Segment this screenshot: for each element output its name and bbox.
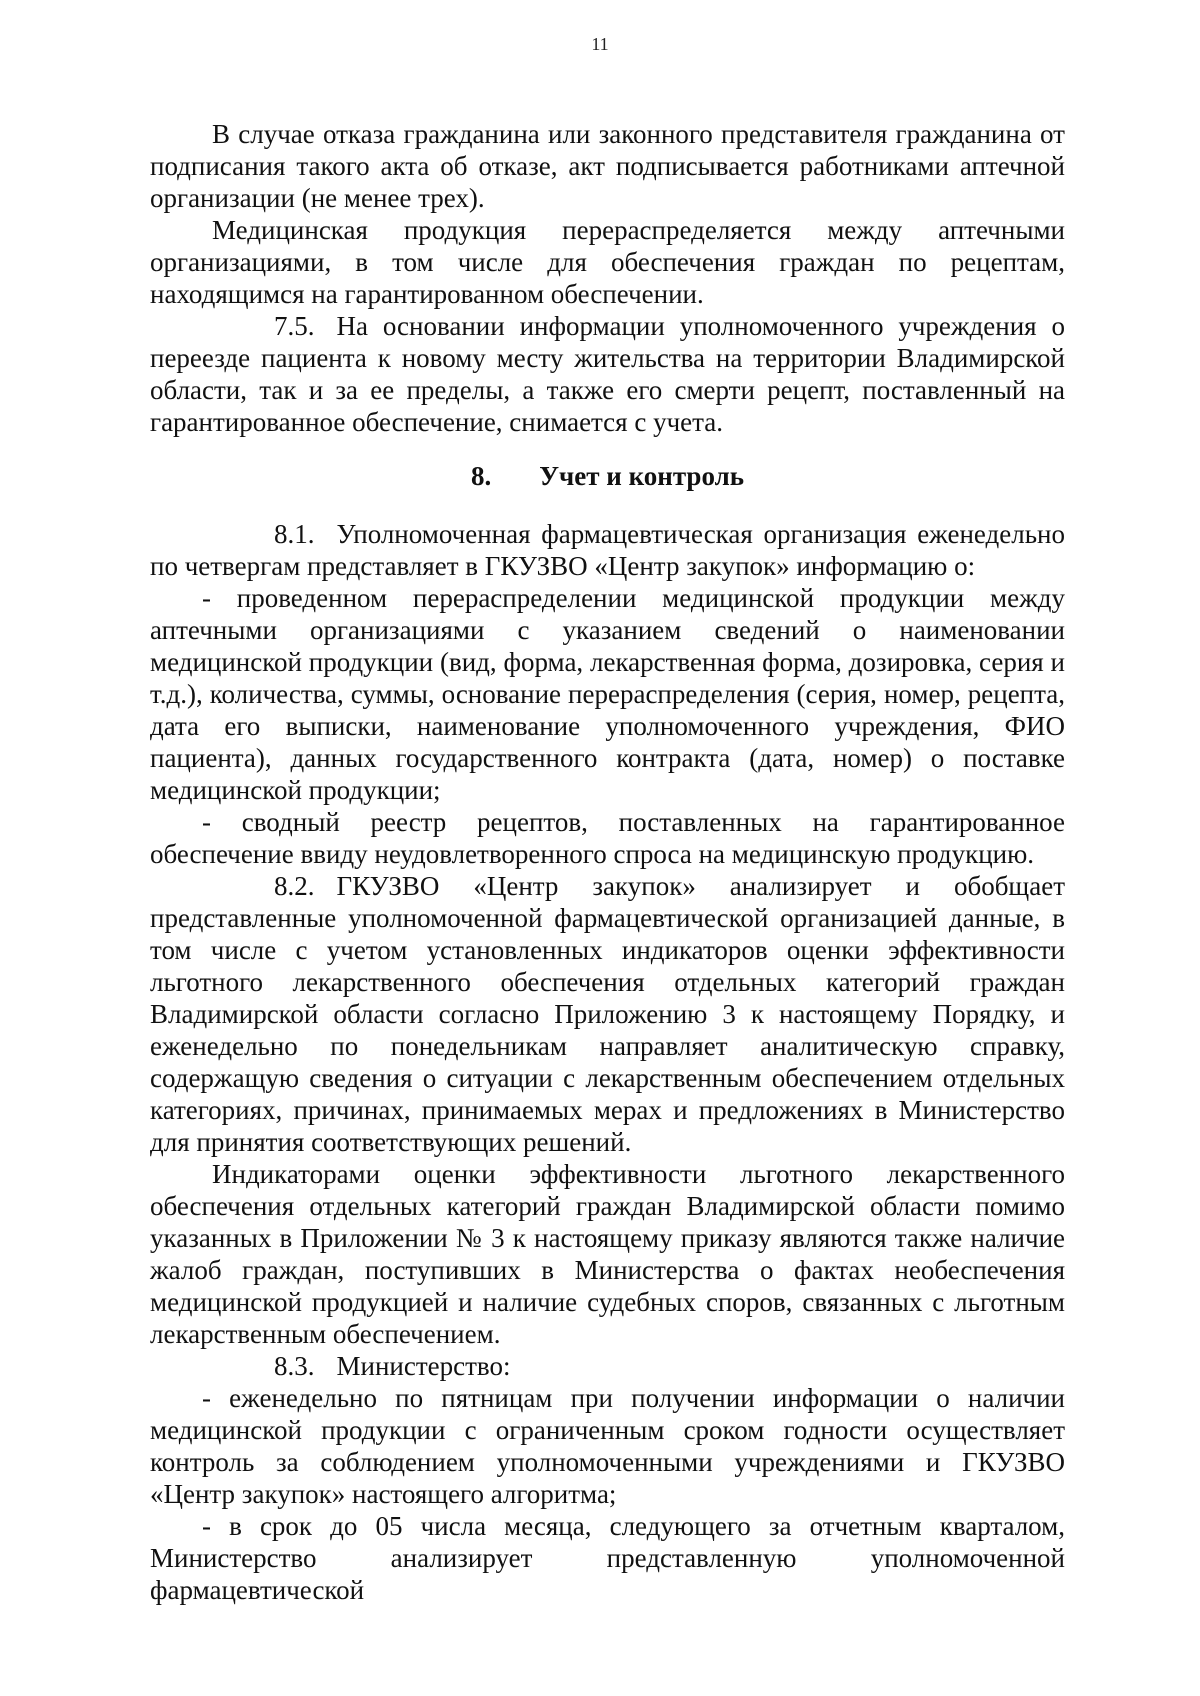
clause-8-3-text: Министерство: <box>336 1351 511 1381</box>
clause-8-1-item: - проведенном перераспределении медицинской продукции между аптечными организациями с указанием сведений о наименовании медицинской продукции (вид, форма, лекарственная форма, дозировка, серия и т.д.), количества, суммы, основание перераспределения (серия, номер, рецепта, дата его выписки, наименование уполномоченного учреждения, ФИО пациента), данных государственного контракта (дата, номер) о поставке медицинской продукции; <box>150 583 1065 805</box>
clause-8-1-number: 8.1. <box>274 519 315 549</box>
paragraph-refusal-act: В случае отказа гражданина или законного представителя гражданина от подписания такого акта об отказе, акт подписывается работниками аптечной организации (не менее трех). <box>150 119 1065 213</box>
clause-8-1-text: Уполномоченная фармацевтическая организация еженедельно по четвергам представляет в ГКУЗВО «Центр закупок» информацию о: <box>150 519 1065 581</box>
section-8-title: Учет и контроль <box>539 461 745 491</box>
clause-8-2-number: 8.2. <box>274 871 315 901</box>
clause-7-5-number: 7.5. <box>274 311 315 341</box>
clause-7-5 <box>150 310 1065 438</box>
clause-8-3-number: 8.3. <box>274 1351 315 1381</box>
clause-8-2 <box>150 870 1065 1158</box>
clause-7-5-text: На основании информации уполномоченного учреждения о переезде пациента к новому месту жительства на территории Владимирской области, так и за ее пределы, а также его смерти рецепт, поставленный на гарантированное обеспечение, снимается с учета. <box>150 311 1065 437</box>
section-8-number: 8. <box>470 461 492 491</box>
clause-8-1-item: - сводный реестр рецептов, поставленных на гарантированное обеспечение ввиду неудовлетворенного спроса на медицинскую продукцию. <box>150 807 1065 869</box>
clause-8-2-indicators: Индикаторами оценки эффективности льготного лекарственного обеспечения отдельных категорий граждан Владимирской области помимо указанных в Приложении № 3 к настоящему приказу являются также наличие жалоб граждан, поступивших в Министерства о фактах необеспечения медицинской продукцией и наличие судебных споров, связанных с льготным лекарственным обеспечением. <box>150 1159 1065 1349</box>
clause-8-3 <box>150 1350 1065 1382</box>
clause-8-3-item: - в срок до 05 числа месяца, следующего за отчетным кварталом, Министерство анализирует представленную уполномоченной фармацевтической <box>150 1511 1065 1605</box>
section-8-heading <box>150 460 1065 492</box>
clause-8-2-text: ГКУЗВО «Центр закупок» анализирует и обобщает представленные уполномоченной фармацевтической организацией данные, в том числе с учетом установленных индикаторов оценки эффективности льготного лекарственного обеспечения отдельных категорий граждан Владимирской области согласно Приложению 3 к настоящему Порядку, и еженедельно по понедельникам направляет аналитическую справку, содержащую сведения о ситуации с лекарственным обеспечением отдельных категориях, причинах, принимаемых мерах и предложениях в Министерство для принятия соответствующих решений. <box>150 871 1065 1157</box>
clause-8-1 <box>150 518 1065 582</box>
document-body <box>150 118 1065 1606</box>
clause-8-3-item: - еженедельно по пятницам при получении информации о наличии медицинской продукции с ограниченным сроком годности осуществляет контроль за соблюдением уполномоченными учреждениями и ГКУЗВО «Центр закупок» настоящего алгоритма; <box>150 1383 1065 1509</box>
page-number: 11 <box>591 34 609 54</box>
paragraph-redistribution: Медицинская продукция перераспределяется между аптечными организациями, в том числе для обеспечения граждан по рецептам, находящимся на гарантированном обеспечении. <box>150 215 1065 309</box>
